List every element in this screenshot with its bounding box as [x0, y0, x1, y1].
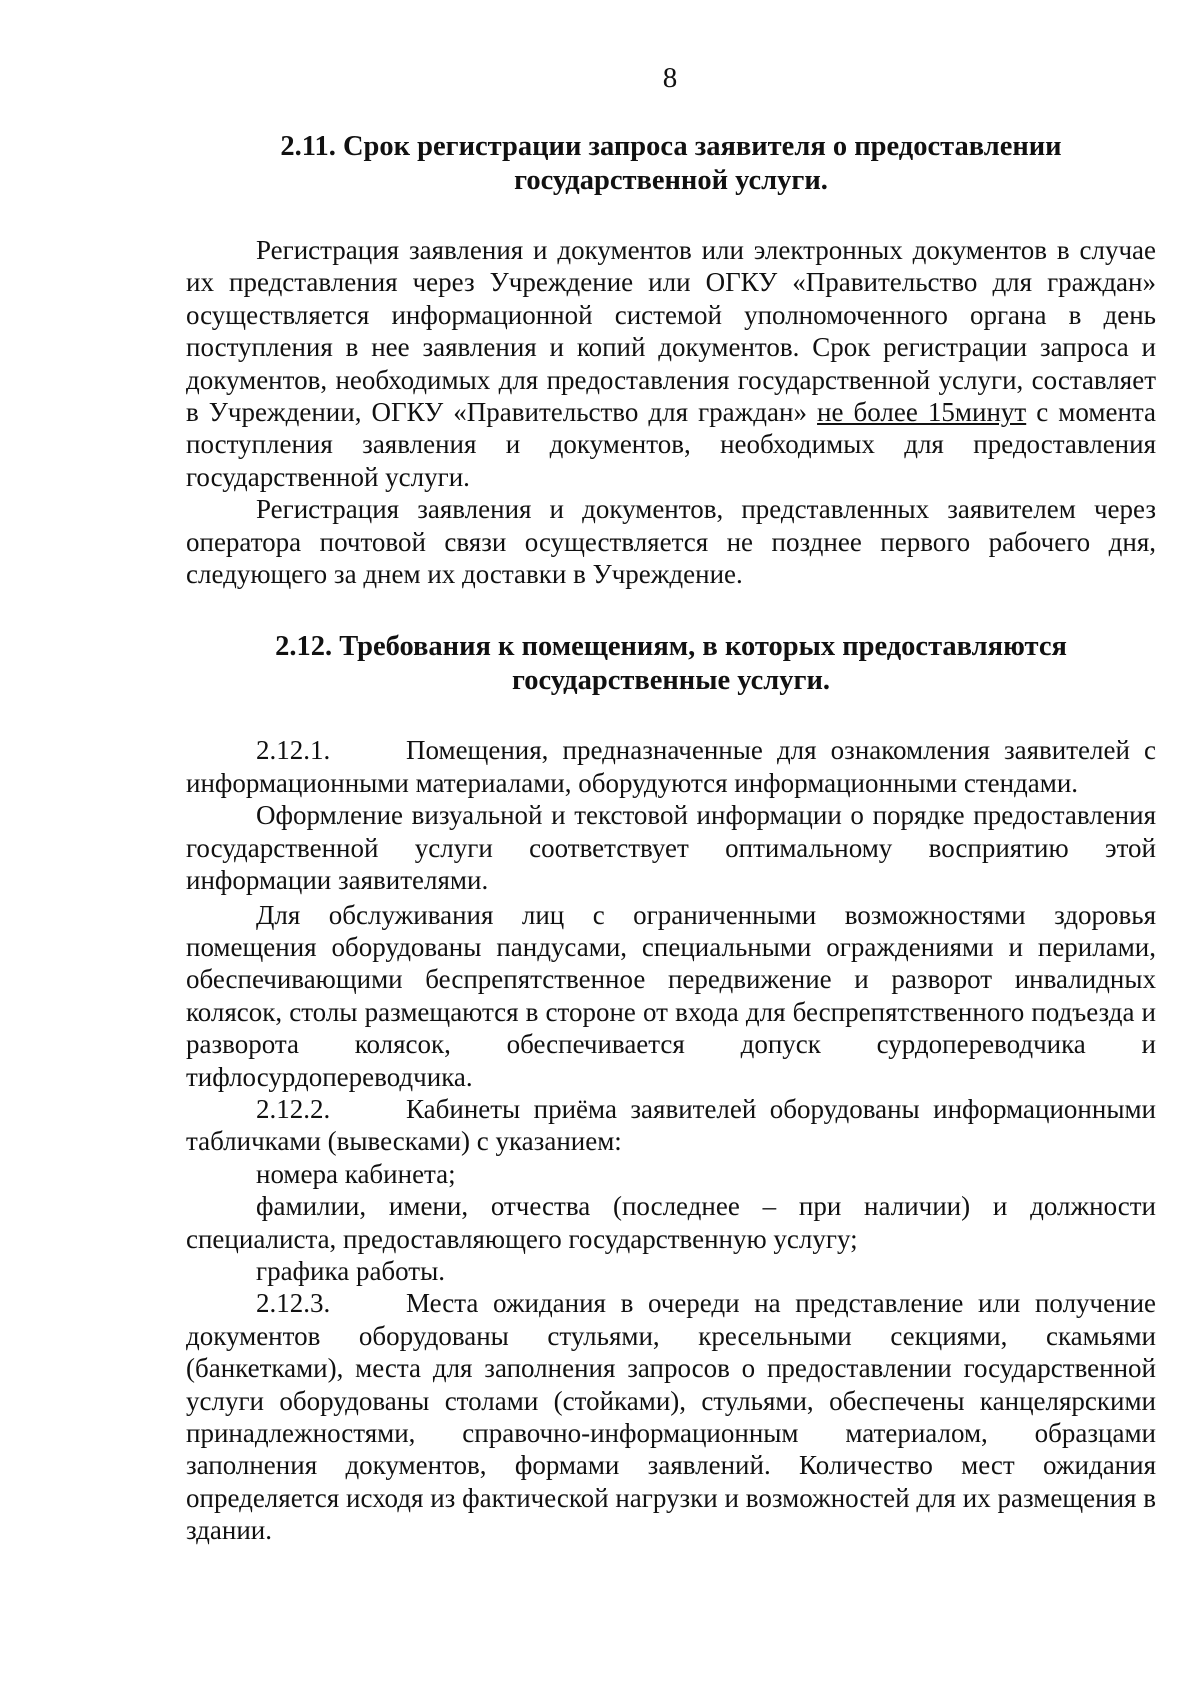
clause-2-12-3-text: Места ожидания в очереди на представление или получение документов оборудованы стульями, кресельными секциями, скамьями (банкетками), места для заполнения запросов о предоставлении государственной услуги оборудованы столами (стойками), стульями, обеспечены канцелярскими принадлежностями, справочно-информационным материалом, образцами заполнения документов, формами заявлений. Количество мест ожидания определяется исходя из фактической нагрузки и возможностей для их размещения в здании. [186, 1288, 1156, 1546]
section-2-11-heading-line2: государственной услуги. [514, 165, 828, 196]
section-2-12-heading-line1: 2.12. Требования к помещениям, в которых предоставляются [275, 631, 1067, 663]
list-item-room-number: номера кабинета; [256, 1158, 456, 1189]
accessibility-paragraph: Для обслуживания лиц с ограниченными возможностями здоровья помещения оборудованы пандусами, специальными ограждениями и перилами, обеспечивающими беспрепятственное передвижение и разворот инвалидных колясок, столы размещаются в стороне от входа для беспрепятственного подъезда и разворота колясок, обеспечивается допуск сурдопереводчика и тифлосурдопереводчика. [186, 899, 1156, 1092]
clause-2-12-3 [186, 1287, 1156, 1546]
list-item-schedule: графика работы. [256, 1255, 445, 1286]
registration-text-part1: Регистрация заявления и документов или электронных документов в случае их представления через Учреждение или ОГКУ «Правительство для граждан» осуществляется информационной системой уполномоченного органа в день поступления в нее заявления и копий документов. Срок регистрации запроса и документов, необходимых для предоставления государственной услуги, составляет в Учреждении, ОГКУ «Правительство для граждан» [186, 235, 1156, 428]
registration-deadline-underlined: не более 15минут [817, 397, 1027, 428]
registration-text-part2: с момента поступления заявления и документов, необходимых для предоставления государственной услуги. [186, 397, 1156, 492]
page-number: 8 [662, 62, 678, 94]
design-paragraph: Оформление визуальной и текстовой информации о порядке предоставления государственной услуги соответствует оптимальному восприятию этой информации заявителями. [186, 800, 1156, 896]
section-2-12-heading [186, 630, 1156, 698]
clause-2-12-2-number: 2.12.2. [256, 1093, 331, 1124]
clause-2-12-1 [186, 734, 1156, 799]
section-2-11-heading-line1: 2.11. Срок регистрации запроса заявителя о предоставлении [280, 131, 1062, 162]
clause-2-12-3-number: 2.12.3. [256, 1288, 331, 1319]
clause-2-12-1-number: 2.12.1. [256, 735, 331, 766]
page-content [186, 124, 1156, 1547]
registration-paragraph [186, 234, 1156, 493]
section-2-12-heading-line2: государственные услуги. [511, 665, 831, 697]
clause-2-12-2 [186, 1093, 1156, 1158]
section-2-11-heading [186, 130, 1156, 198]
clause-2-12-2-text: Кабинеты приёма заявителей оборудованы информационными табличками (вывесками) с указанием: [186, 1093, 1156, 1157]
postal-registration-paragraph: Регистрация заявления и документов, представленных заявителем через оператора почтовой связи осуществляется не позднее первого рабочего дня, следующего за днем их доставки в Учреждение. [186, 494, 1156, 590]
clause-2-12-1-text: Помещения, предназначенные для ознакомления заявителей с информационными материалами, оборудуются информационными стендами. [186, 735, 1156, 798]
list-item-specialist-name: фамилии, имени, отчества (последнее – при наличии) и должности специалиста, предоставляющего государственную услугу; [186, 1191, 1156, 1254]
